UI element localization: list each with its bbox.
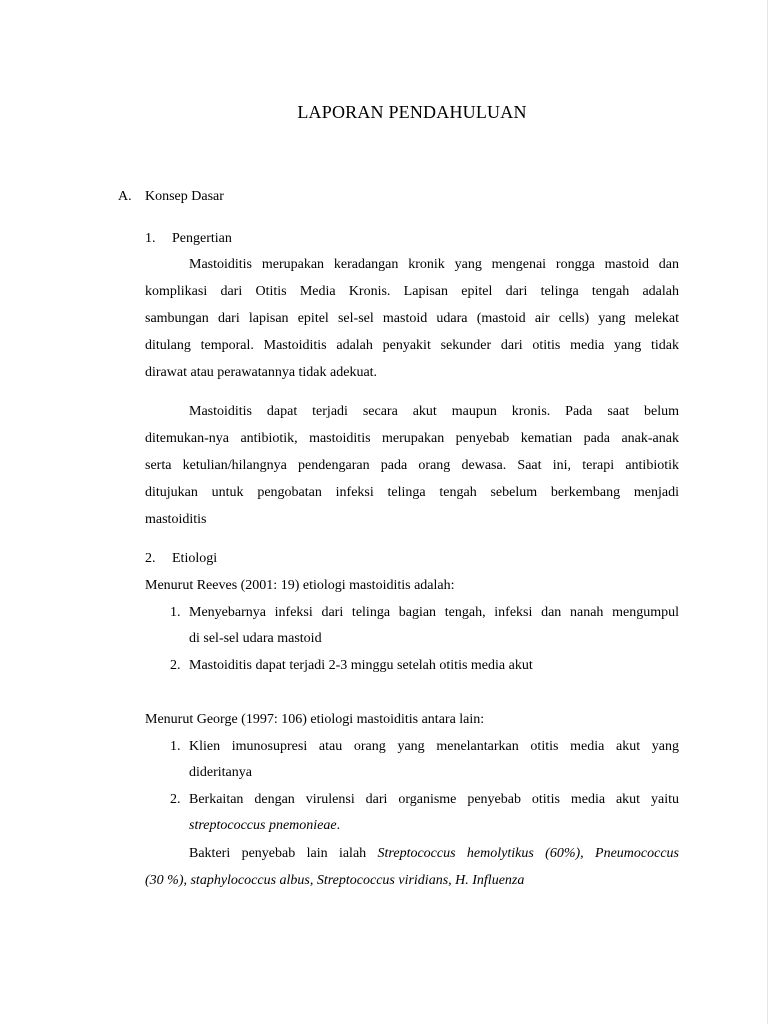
paragraph-line: ditujukan untuk pengobatan infeksi telinga tengah sebelum berkembang menjadi [145,485,679,500]
list-number: 2. [170,658,181,673]
reeves-intro: Menurut Reeves (2001: 19) etiologi mastoiditis adalah: [145,578,455,593]
list-item-line: Klien imunosupresi atau orang yang menelantarkan otitis media akut yang [189,739,679,754]
list-item-line: Berkaitan dengan virulensi dari organisme penyebab otitis media akut yaitu [189,792,679,807]
subsection-heading: Etiologi [172,551,218,566]
list-number: 1. [170,605,181,620]
paragraph-line: Mastoiditis merupakan keradangan kronik yang mengenai rongga mastoid dan [189,257,679,272]
paragraph-line: dirawat atau perawatannya tidak adekuat. [145,365,378,380]
subsection-marker: 1. [145,231,156,246]
paragraph-line: ditulang temporal. Mastoiditis adalah penyakit sekunder dari otitis media yang tidak [145,338,679,353]
bakteri-line [189,846,679,862]
paragraph-line: komplikasi dari Otitis Media Kronis. Lapisan epitel dari telinga tengah adalah [145,284,679,299]
bakteri-line [145,873,524,889]
bakteri-species: (30 %), staphylococcus albus, Streptococcus viridians, H. Influenza [145,873,525,888]
bakteri-species: Streptococcus hemolytikus (60%), Pneumococcus [377,846,679,861]
george-intro: Menurut George (1997: 106) etiologi mastoiditis antara lain: [145,712,485,727]
species-name: streptococcus pnemonieae [189,818,337,833]
subsection-heading: Pengertian [172,231,232,246]
list-item-line: Mastoiditis dapat terjadi 2-3 minggu setelah otitis media akut [189,658,533,673]
list-item-line [189,818,340,834]
paragraph-line: serta ketulian/hilangnya pendengaran pada orang dewasa. Saat ini, terapi antibiotik [145,458,679,473]
list-item-line: Menyebarnya infeksi dari telinga bagian tengah, infeksi dan nanah mengumpul [189,605,679,620]
paragraph-line: ditemukan-nya antibiotik, mastoiditis merupakan penyebab kematian pada anak-anak [145,431,679,446]
sentence-period: . [336,818,341,833]
document-title: LAPORAN PENDAHULUAN [297,102,527,122]
list-number: 1. [170,739,181,754]
list-item-line: dideritanya [189,765,252,780]
subsection-marker: 2. [145,551,156,566]
paragraph-line: mastoiditis [145,512,207,527]
bakteri-lead: Bakteri penyebab lain ialah [189,846,367,861]
section-heading: Konsep Dasar [145,189,224,204]
paragraph-line: sambungan dari lapisan epitel sel-sel mastoid udara (mastoid air cells) yang melekat [145,311,679,326]
list-number: 2. [170,792,181,807]
paragraph-line: Mastoiditis dapat terjadi secara akut maupun kronis. Pada saat belum [189,404,679,419]
list-item-line: di sel-sel udara mastoid [189,631,322,646]
section-marker: A. [118,189,132,204]
